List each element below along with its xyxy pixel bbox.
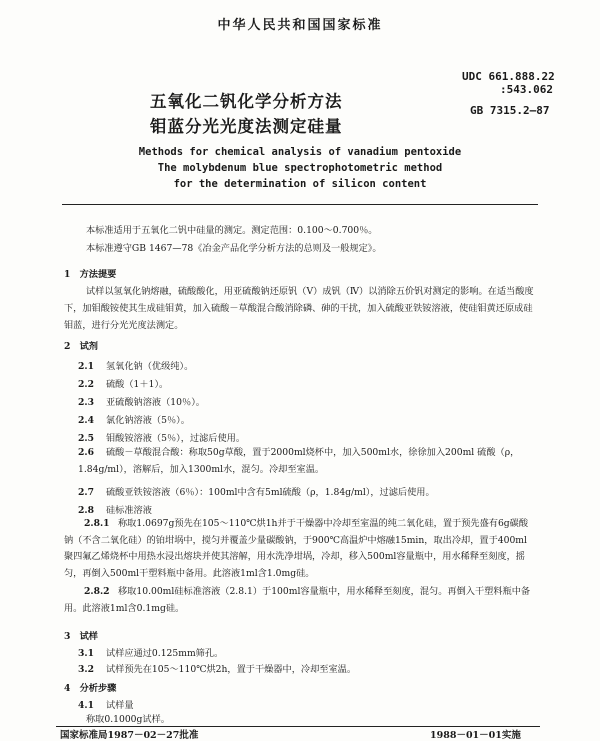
gb-code: GB 7315.2—87 <box>470 104 550 117</box>
item-text: 试样预先在105～110℃烘2h，置于干燥器中，冷却至室温。 <box>106 664 357 675</box>
item-number: 2.5 <box>78 433 94 444</box>
udc-line1: UDC 661.888.22 <box>462 70 555 83</box>
item-text: 硅标准溶液 <box>106 505 152 516</box>
reagent-2-2 <box>78 376 168 390</box>
english-title-line2: The molybdenum blue spectrophotometric method <box>157 162 443 174</box>
reagent-2-4 <box>78 412 190 426</box>
section-1-heading: 1 方法提要 <box>64 269 117 280</box>
udc-line2: :543.062 <box>500 83 553 96</box>
item-number: 2.4 <box>78 415 94 426</box>
item-text: 硫酸亚铁铵溶液（6％）：100ml中含有5ml硫酸（ρ，1.84g/ml），过滤后使用。 <box>106 487 435 498</box>
english-title-line3: for the determination of silicon content <box>173 178 427 190</box>
item-text: 氯化钠溶液（5％）。 <box>106 415 190 426</box>
item-number: 2.2 <box>78 379 94 390</box>
sample-3-1 <box>78 645 223 659</box>
item-text: 亚硫酸钠溶液（10％）。 <box>106 397 205 408</box>
reagent-2-8 <box>78 502 152 516</box>
reagent-2-8-2 <box>64 584 536 617</box>
reagent-2-7 <box>78 484 435 498</box>
item-number: 2.8.2 <box>84 586 110 597</box>
chinese-title-line2: 钼蓝分光光度法测定硅量 <box>150 117 343 136</box>
item-number: 2.8.1 <box>84 518 110 529</box>
item-text: 称取1.0697g预先在105～110℃烘1h并于干燥器中冷却至室温的纯二氧化硅，置于预先盛有6g碳酸钠（不含二氧化硅）的铂坩埚中，搅匀并覆盖少量碳酸钠，于900℃高温炉中熔融15min，取出冷却，置于400ml聚四氟乙烯烧杯中用热水浸出熔块并使其溶解，用水洗净坩埚，冷却，移入500ml容量瓶中，用水稀释至刻度，摇匀，再倒入500ml干塑料瓶中备用。此溶液1ml含1.0mg硅。 <box>64 518 529 579</box>
item-number: 2.8 <box>78 505 94 516</box>
udc-code <box>462 70 555 96</box>
approval-date: 国家标准局1987－02－27批准 <box>60 730 199 741</box>
step-4-1 <box>78 697 134 711</box>
reagent-2-8-1 <box>64 516 536 582</box>
item-text: 试样应通过0.125mm筛孔。 <box>106 648 224 659</box>
sample-3-2 <box>78 661 356 675</box>
item-number: 2.6 <box>78 447 94 458</box>
item-number: 2.3 <box>78 397 94 408</box>
standard-org-header: 中华人民共和国国家标准 <box>217 18 383 33</box>
item-number: 4.1 <box>78 700 94 711</box>
reagent-2-6 <box>78 444 534 478</box>
item-text: 硫酸－草酸混合酸：称取50g草酸，置于2000ml烧杯中，加入500ml水，徐徐加入200ml 硫酸（ρ，1.84g/ml），溶解后，加入1300ml水，混匀。冷却至室温。 <box>78 447 520 475</box>
section-2-heading: 2 试剂 <box>64 341 98 352</box>
intro-paragraph-1: 本标准适用于五氧化二钒中硅量的测定。测定范围：0.100～0.700％。 <box>86 225 378 236</box>
header-rule <box>62 204 538 205</box>
english-title-line1: Methods for chemical analysis of vanadium pentoxide <box>138 146 462 158</box>
step-4-1-body: 称取0.1000g试样。 <box>86 714 170 725</box>
item-number: 2.7 <box>78 487 94 498</box>
effective-date: 1988－01－01实施 <box>430 730 521 741</box>
reagent-2-5 <box>78 430 245 444</box>
reagent-2-3 <box>78 394 205 408</box>
item-text: 氢氧化钠（优级纯）。 <box>106 361 194 372</box>
item-number: 3.2 <box>78 664 94 675</box>
item-text: 钼酸铵溶液（5％），过滤后使用。 <box>106 433 246 444</box>
reagent-2-1 <box>78 358 193 372</box>
section-3-heading: 3 试样 <box>64 631 98 642</box>
section-1-body: 试样以氢氧化钠熔融，硫酸酸化，用亚硫酸钠还原钒（Ⅴ）成钒（Ⅳ）以消除五价钒对测定的影响。在适当酸度下，加钼酸铵使其生成硅钼黄，加入硫酸－草酸混合酸消除磷、砷的干扰，加入硫酸亚铁铵溶液，使硅钼黄还原成硅钼蓝，进行分光光度法测定。 <box>64 286 534 331</box>
item-number: 3.1 <box>78 648 94 659</box>
section-4-heading: 4 分析步骤 <box>64 683 117 694</box>
item-text: 移取10.00ml硅标准溶液（2.8.1）于100ml容量瓶中，用水稀释至刻度，混匀。再倒入干塑料瓶中备用。此溶液1ml含0.1mg硅。 <box>64 586 531 614</box>
item-text: 试样量 <box>106 700 134 711</box>
chinese-title-line1: 五氧化二钒化学分析方法 <box>150 92 343 111</box>
item-number: 2.1 <box>78 361 94 372</box>
item-text: 硫酸（1＋1）。 <box>106 379 169 390</box>
intro-paragraph-2: 本标准遵守GB 1467—78《冶金产品化学分析方法的总则及一般规定》。 <box>86 243 382 254</box>
